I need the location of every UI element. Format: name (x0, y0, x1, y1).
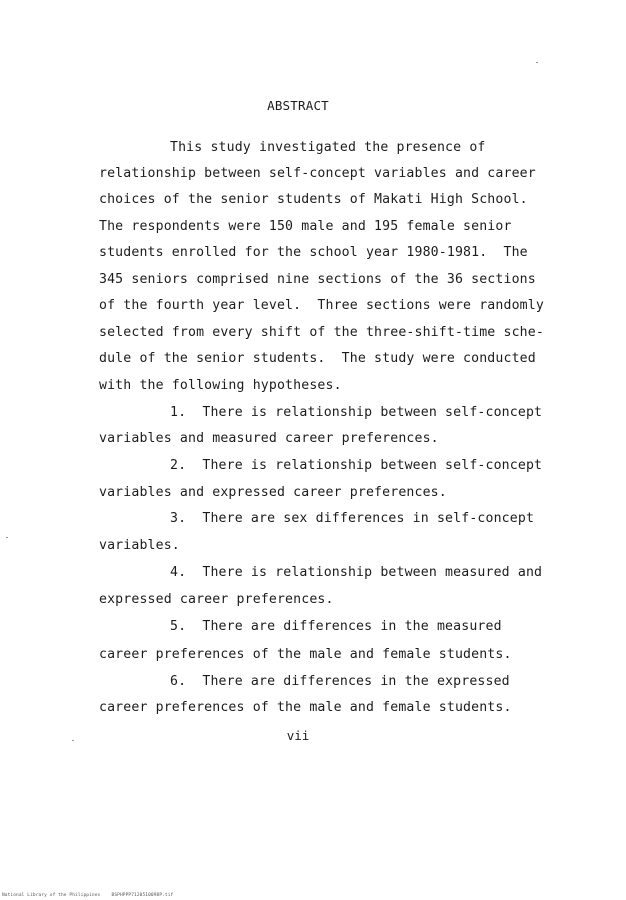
abstract-line: dule of the senior students. The study were conducted (99, 351, 536, 366)
hypothesis-line: variables. (99, 538, 180, 553)
abstract-line: with the following hypotheses. (99, 378, 342, 393)
scan-footer: National Library of the Philippines BSPHPPP7120510098P.tif (2, 893, 174, 898)
scan-speck (6, 537, 8, 538)
abstract-line: This study investigated the presence of (170, 140, 486, 155)
hypothesis-line: 2. There is relationship between self-concept (170, 458, 543, 473)
hypothesis-line: 4. There is relationship between measured and (170, 565, 543, 580)
abstract-line: selected from every shift of the three-shift-time sche- (99, 325, 544, 340)
hypothesis-line: variables and measured career preferences. (99, 431, 439, 446)
scan-speck (72, 740, 74, 741)
hypothesis-line: expressed career preferences. (99, 592, 334, 607)
hypothesis-line: career preferences of the male and female students. (99, 647, 512, 662)
hypothesis-line: 5. There are differences in the measured (170, 619, 502, 634)
abstract-line: relationship between self-concept variables and career (99, 166, 536, 181)
hypothesis-line: 6. There are differences in the expressed (170, 674, 510, 689)
abstract-line: students enrolled for the school year 1980-1981. The (99, 245, 528, 260)
abstract-line: The respondents were 150 male and 195 female senior (99, 219, 512, 234)
hypothesis-line: 3. There are sex differences in self-concept (170, 511, 535, 526)
page-number: vii (286, 728, 310, 743)
abstract-line: of the fourth year level. Three sections were randomly (99, 298, 544, 313)
hypothesis-line: variables and expressed career preferences. (99, 485, 447, 500)
hypothesis-line: 1. There is relationship between self-concept (170, 405, 543, 420)
abstract-line: 345 seniors comprised nine sections of the 36 sections (99, 272, 536, 287)
hypothesis-line: career preferences of the male and female students. (99, 700, 512, 715)
scan-speck (536, 62, 538, 63)
page-title: ABSTRACT (267, 98, 329, 113)
abstract-line: choices of the senior students of Makati High School. (99, 192, 528, 207)
